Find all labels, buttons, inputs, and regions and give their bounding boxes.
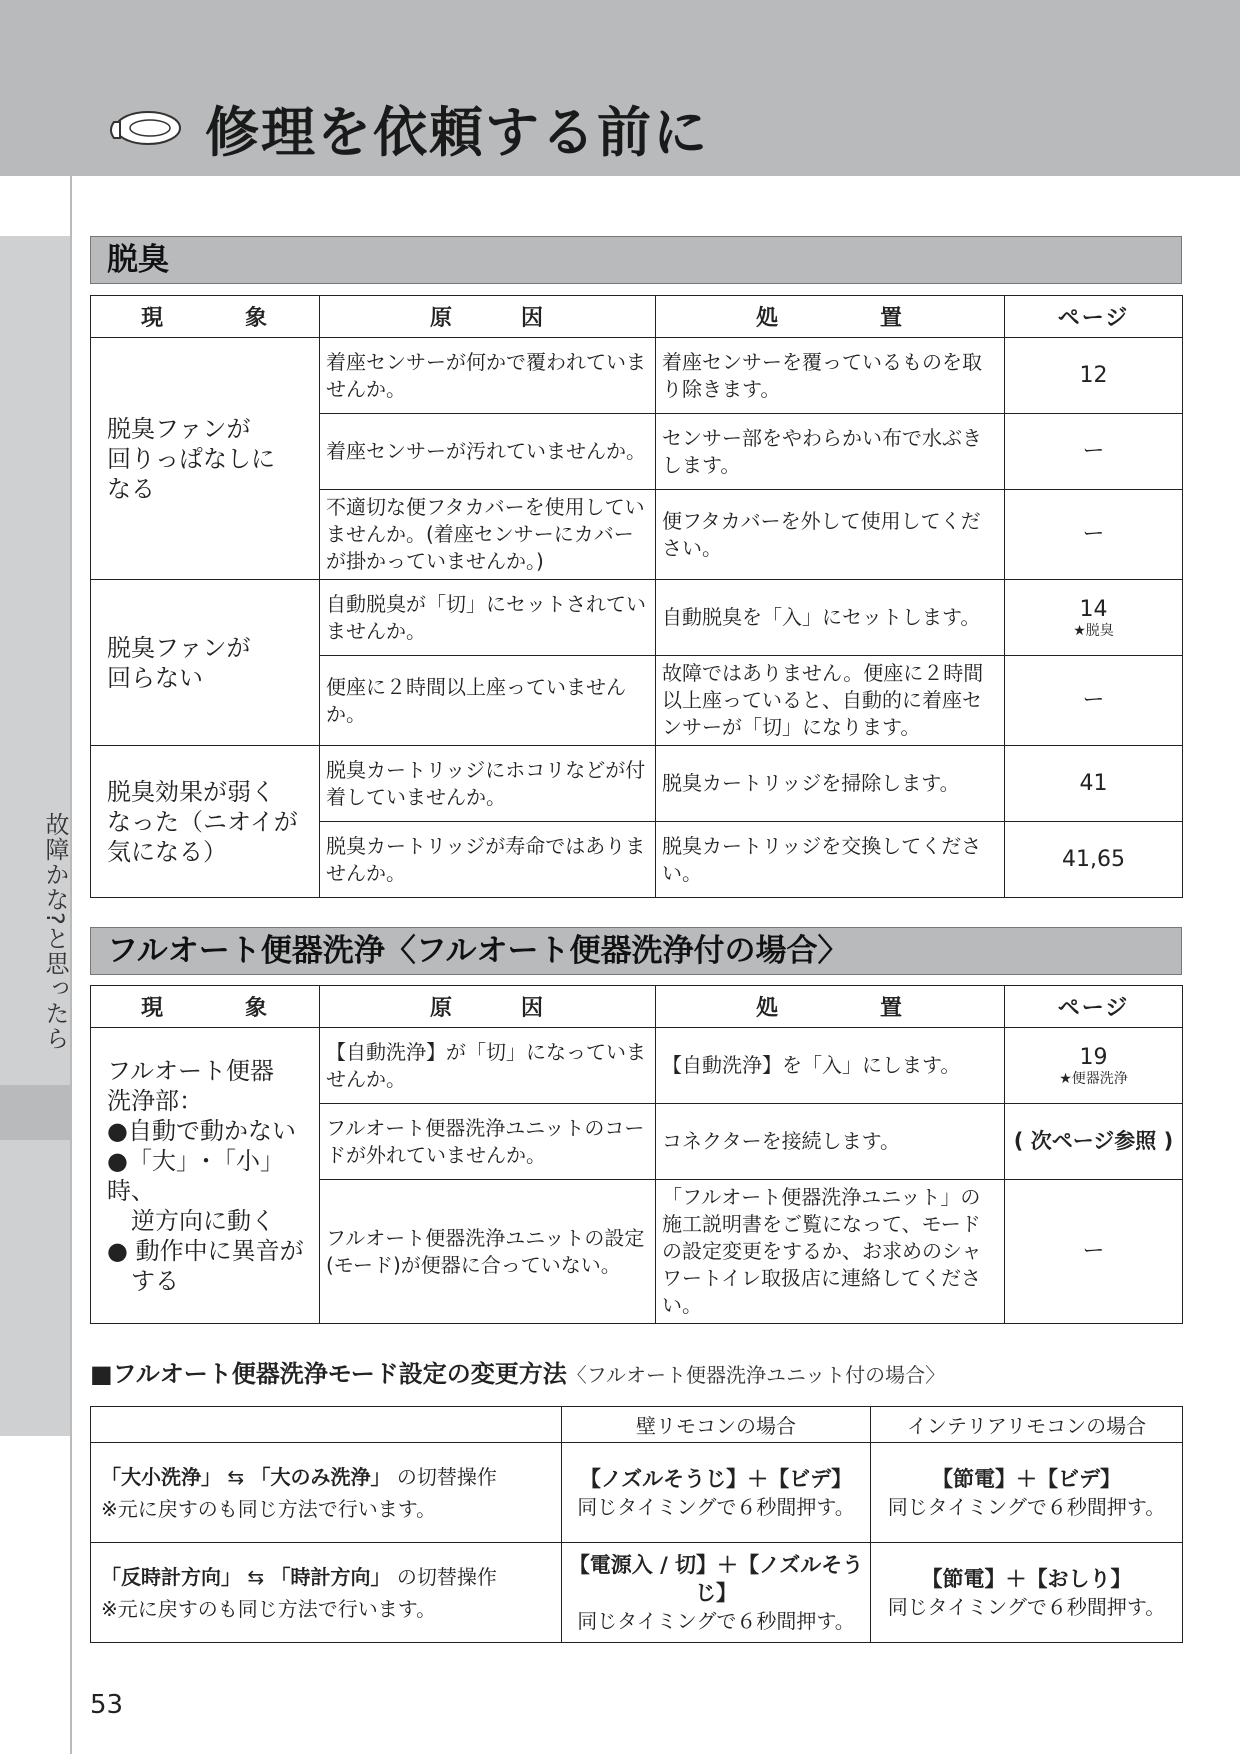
flush-table bbox=[90, 985, 1183, 1324]
cause-cell: フルオート便器洗浄ユニットのコードが外れていませんか。 bbox=[320, 1104, 656, 1180]
page-note: ★便器洗浄 bbox=[1059, 1070, 1128, 1087]
header-cause: 原 因 bbox=[320, 296, 656, 338]
wall-remote-cell: 【ノズルそうじ】＋【ビデ】 同じタイミングで６秒間押す。 bbox=[562, 1443, 871, 1543]
action-cell: コネクターを接続します。 bbox=[656, 1104, 1005, 1180]
action-cell: 故障ではありません。便座に２時間以上座っていると、自動的に着座センサーが「切」になります。 bbox=[656, 656, 1005, 746]
cause-cell: 【自動洗浄】が「切」になっていませんか。 bbox=[320, 1028, 656, 1104]
action-cell: 脱臭カートリッジを掃除します。 bbox=[656, 746, 1005, 822]
table-row bbox=[91, 580, 1183, 656]
page-cell: 41 bbox=[1005, 746, 1183, 822]
page-cell: ( 次ページ参照 ) bbox=[1005, 1104, 1183, 1180]
table-row bbox=[91, 338, 1183, 414]
page-cell: 12 bbox=[1005, 338, 1183, 414]
cause-cell: 便座に２時間以上座っていませんか。 bbox=[320, 656, 656, 746]
section-title-flush: フルオート便器洗浄〈フルオート便器洗浄付の場合〉 bbox=[90, 927, 1182, 975]
table-row bbox=[91, 1028, 1183, 1104]
toilet-seat-icon bbox=[104, 104, 184, 154]
header-page: ページ bbox=[1005, 986, 1183, 1028]
action-cell: 便フタカバーを外して使用してください。 bbox=[656, 490, 1005, 580]
operation-cell: 「大小洗浄」 ⇆ 「大のみ洗浄」 の切替操作 ※元に戻すのも同じ方法で行います。 bbox=[91, 1443, 562, 1543]
page-cell: 14 ★脱臭 bbox=[1005, 580, 1183, 656]
page-cell: 19 ★便器洗浄 bbox=[1005, 1028, 1183, 1104]
header-action: 処 置 bbox=[656, 986, 1005, 1028]
page-number: 53 bbox=[90, 1690, 124, 1720]
header-interior-remote: インテリアリモコンの場合 bbox=[871, 1407, 1183, 1443]
interior-remote-cell: 【節電】＋【ビデ】 同じタイミングで６秒間押す。 bbox=[871, 1443, 1183, 1543]
cause-cell: 自動脱臭が「切」にセットされていませんか。 bbox=[320, 580, 656, 656]
symptom-cell: フルオート便器 洗浄部： ●自動で動かない ●「大」･「小」時、 逆方向に動く ● 動作中に異音が する bbox=[91, 1028, 320, 1324]
symptom-cell: 脱臭ファンが 回らない bbox=[91, 580, 320, 746]
mode-change-table bbox=[90, 1406, 1183, 1643]
header-symptom: 現 象 bbox=[91, 296, 320, 338]
page-cell: ー bbox=[1005, 414, 1183, 490]
deodorize-table bbox=[90, 295, 1183, 898]
header-page: ページ bbox=[1005, 296, 1183, 338]
table-header-row bbox=[91, 296, 1183, 338]
cause-cell: 着座センサーが何かで覆われていませんか。 bbox=[320, 338, 656, 414]
mode-change-note: 〈フルオート便器洗浄ユニット付の場合〉 bbox=[566, 1363, 946, 1387]
action-cell: センサー部をやわらかい布で水ぶきします。 bbox=[656, 414, 1005, 490]
table-row bbox=[91, 1543, 1183, 1643]
page-cell: ー bbox=[1005, 656, 1183, 746]
header-action: 処 置 bbox=[656, 296, 1005, 338]
action-cell: 「フルオート便器洗浄ユニット」の施工説明書をご覧になって、モードの設定変更をするか、お求めのシャワートイレ取扱店に連絡してください。 bbox=[656, 1180, 1005, 1324]
table-header-row bbox=[91, 1407, 1183, 1443]
wall-remote-cell: 【電源入 / 切】＋【ノズルそうじ】 同じタイミングで６秒間押す。 bbox=[562, 1543, 871, 1643]
swap-arrow-icon: ⇆ bbox=[227, 1464, 245, 1489]
header-blank bbox=[91, 1407, 562, 1443]
interior-remote-cell: 【節電】＋【おしり】 同じタイミングで６秒間押す。 bbox=[871, 1543, 1183, 1643]
action-cell: 脱臭カートリッジを交換してください。 bbox=[656, 822, 1005, 898]
page-cell: 41,65 bbox=[1005, 822, 1183, 898]
page-note: ★脱臭 bbox=[1073, 622, 1114, 639]
header-wall-remote: 壁リモコンの場合 bbox=[562, 1407, 871, 1443]
action-cell: 【自動洗浄】を「入」にします。 bbox=[656, 1028, 1005, 1104]
swap-arrow-icon: ⇆ bbox=[247, 1564, 265, 1589]
page-cell: ー bbox=[1005, 1180, 1183, 1324]
header-cause: 原 因 bbox=[320, 986, 656, 1028]
side-tab-marker bbox=[0, 1085, 70, 1140]
symptom-cell: 脱臭ファンが 回りっぱなしに なる bbox=[91, 338, 320, 580]
table-row bbox=[91, 746, 1183, 822]
action-cell: 自動脱臭を「入」にセットします。 bbox=[656, 580, 1005, 656]
table-header-row bbox=[91, 986, 1183, 1028]
cause-cell: 脱臭カートリッジにホコリなどが付着していませんか。 bbox=[320, 746, 656, 822]
side-tab-label: 故障かな?と思ったら bbox=[41, 812, 69, 1051]
cause-cell: 着座センサーが汚れていませんか。 bbox=[320, 414, 656, 490]
section-title-deodorize: 脱臭 bbox=[90, 236, 1182, 284]
mode-change-title: ■フルオート便器洗浄モード設定の変更方法〈フルオート便器洗浄ユニット付の場合〉 bbox=[90, 1360, 946, 1388]
symptom-cell: 脱臭効果が弱く なった（ニオイが 気になる） bbox=[91, 746, 320, 898]
cause-cell: 不適切な便フタカバーを使用していませんか。(着座センサーにカバーが掛かっていませんか。) bbox=[320, 490, 656, 580]
header-symptom: 現 象 bbox=[91, 986, 320, 1028]
cause-cell: 脱臭カートリッジが寿命ではありませんか。 bbox=[320, 822, 656, 898]
table-row bbox=[91, 1443, 1183, 1543]
cause-cell: フルオート便器洗浄ユニットの設定(モード)が便器に合っていない。 bbox=[320, 1180, 656, 1324]
action-cell: 着座センサーを覆っているものを取り除きます。 bbox=[656, 338, 1005, 414]
page-title: 修理を依頼する前に bbox=[205, 101, 709, 164]
operation-cell: 「反時計方向」 ⇆ 「時計方向」 の切替操作 ※元に戻すのも同じ方法で行います。 bbox=[91, 1543, 562, 1643]
page-cell: ー bbox=[1005, 490, 1183, 580]
